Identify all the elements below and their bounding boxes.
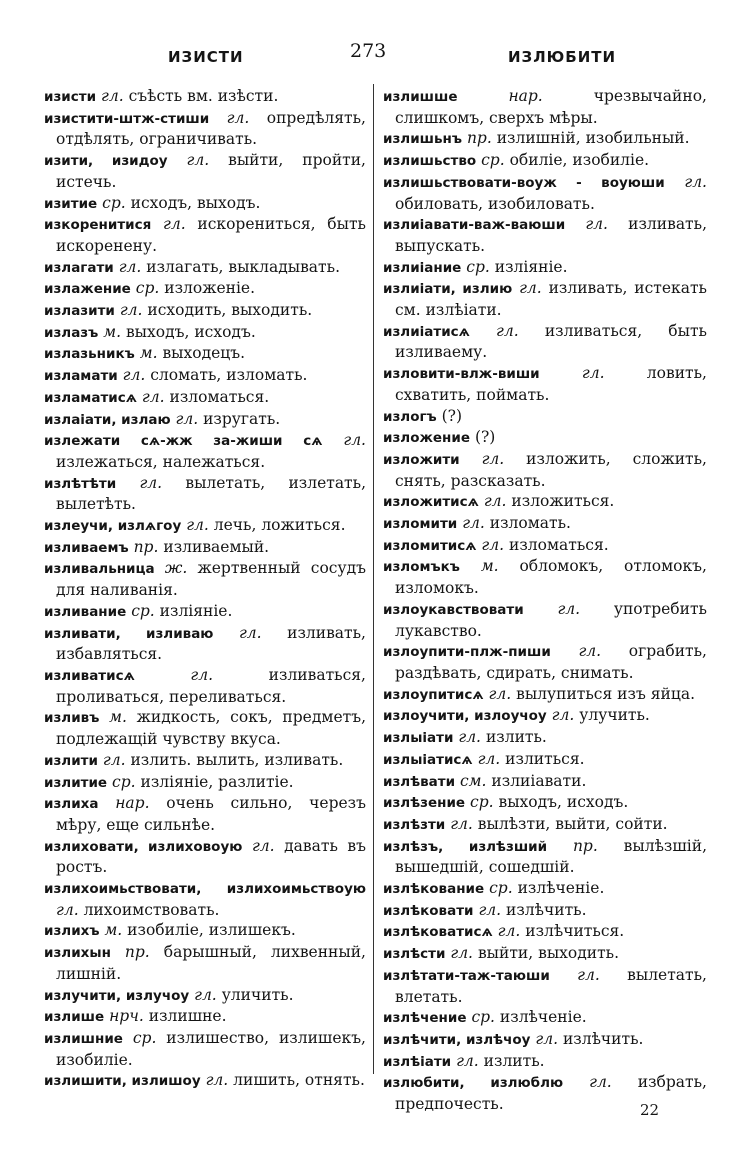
entry-headword: изливание [44,603,127,620]
dictionary-entry [383,705,707,727]
entry-grammar-label: гл. [578,642,602,661]
entry-definition: выходъ, исходъ. [498,793,629,812]
entry-definition: изругать. [203,409,281,428]
entry-definition: улучить. [579,706,650,725]
entry-definition: обиловать, изобиловать. [395,194,595,213]
entry-definition: излить. [485,728,547,747]
dictionary-entry [44,86,366,108]
entry-definition: выходъ, исходъ. [125,322,256,341]
entry-grammar-label: гл. [577,965,600,984]
entry-headword: излишити, излишоу [44,1073,201,1090]
entry-definition: излиiавати. [491,771,587,790]
entry-definition: жидкость, сокъ, предметъ, подлежащій чувству вкуса. [56,708,366,749]
dictionary-entry [44,257,366,279]
entry-definition: исходить, выходить. [147,301,313,320]
entry-headword: излишние [44,1030,123,1047]
entry-headword: изловити-влж-виши [383,366,540,383]
entry-definition: излѣченіе. [517,879,605,898]
entry-headword: излагати [44,259,114,276]
entry-headword: изложитисѧ [383,494,479,511]
entry-headword: излиха [44,796,99,813]
dictionary-entry [383,771,707,793]
entry-grammar-label: гл. [186,516,209,535]
entry-definition: излѣчить. [506,900,587,919]
entry-definition: очень сильно, черезъ мѣру, еще сильнѣе. [56,794,366,834]
entry-headword: излазити [44,303,115,320]
entry-headword: изливальница [44,561,155,578]
entry-definition: изложиться. [511,492,615,511]
dictionary-entry [383,535,707,557]
entry-grammar-label: гл. [496,321,519,340]
entry-headword: излажение [44,281,131,298]
entry-headword: излишше [383,89,458,105]
entry-headword: излѣчение [383,1010,467,1027]
entry-grammar-label: гл. [551,706,575,725]
dictionary-entry [44,1070,366,1092]
entry-headword: изливаемъ [44,539,129,556]
entry-headword: излѣiати [383,1053,452,1070]
dictionary-entry [383,257,707,279]
entry-grammar-label: см. [460,771,487,790]
entry-grammar-label: нар. [115,794,150,813]
entry-grammar-label: гл. [684,172,707,191]
entry-grammar-label: гл. [450,814,473,833]
dictionary-entry [383,363,707,405]
entry-grammar-label: гл. [56,900,79,919]
dictionary-entry [383,792,707,814]
entry-definition: барышный, лихвенный, лишній. [56,943,366,983]
dictionary-entry [44,300,366,322]
entry-grammar-label: ср. [131,601,155,620]
entry-definition: уличить. [221,985,294,1004]
entry-definition: изложить, сложить, снять, разсказать. [395,449,707,490]
entry-headword: излучити, излучоу [44,987,190,1004]
entry-definition: выходецъ. [162,344,246,363]
entry-grammar-label: гл. [141,387,165,406]
dictionary-entry [383,1007,707,1029]
entry-grammar-label: ср. [135,279,160,298]
dictionary-entry [44,343,366,365]
entry-definition: изливать, выпускать. [395,215,707,255]
entry-grammar-label: гл. [456,1051,479,1070]
entry-headword: излоупитисѧ [383,686,484,703]
dictionary-entry [44,985,366,1007]
entry-grammar-label: м. [109,708,127,727]
entry-headword: изливати, изливаю [44,625,214,642]
entry-definition: вылѣзти, выйти, сойти. [477,814,668,833]
dictionary-entry [383,556,707,598]
entry-definition: излежаться, належаться. [56,452,266,471]
entry-headword: изкоренитися [44,217,152,234]
dictionary-entry [383,921,707,943]
entry-headword: излаiати, излаю [44,411,171,428]
entry-headword: излиiавати-важ-ваюши [383,217,566,234]
entry-headword: излѣзти [383,816,446,833]
entry-grammar-label: ср. [481,151,505,170]
entry-grammar-label: гл. [488,684,512,703]
entry-headword: излѣковатисѧ [383,924,493,941]
dictionary-entry [44,193,366,215]
dictionary-entry [383,86,707,128]
dictionary-entry [383,965,707,1007]
entry-grammar-label: гл. [118,257,142,276]
entry-grammar-label: гл. [535,1029,559,1048]
entry-grammar-label: гл. [205,1071,229,1090]
entry-grammar-label: гл. [139,473,163,492]
entry-definition: изліяніе. [159,601,233,620]
dictionary-entry [383,214,707,256]
entry-definition: изліяніе. [494,257,568,276]
dictionary-entry [383,878,707,900]
entry-definition: обломокъ, отломокъ, изломокъ. [395,557,707,598]
entry-definition: жертвенный сосудъ для наливанія. [56,559,366,600]
entry-grammar-label: гл. [450,944,473,963]
dictionary-entry [44,214,366,256]
entry-definition: изломать. [489,514,571,533]
entry-grammar-label: гл. [477,749,501,768]
entry-headword: излитие [44,774,108,791]
entry-definition: вылетать, излетать, вылетѣть. [56,473,366,514]
entry-grammar-label: пр. [572,836,598,855]
dictionary-entry [383,684,707,706]
entry-headword: излоучити, излоучоу [383,708,547,725]
entry-grammar-label: гл. [102,750,126,769]
entry-headword: излѣвати [383,773,456,790]
entry-headword: излихоимьствовати, излихоимьствоую [44,881,366,898]
dictionary-entry [383,749,707,771]
dictionary-entry [383,943,707,965]
entry-definition: излить. вылить, изливать. [130,750,344,769]
entry-definition: употребить лукавство. [395,599,707,640]
entry-headword: излише [44,1009,105,1026]
entry-definition: излишне. [148,1007,227,1026]
dictionary-entry [383,1051,707,1073]
entry-grammar-label: гл. [581,364,605,383]
dictionary-entry [44,1028,366,1070]
entry-grammar-label: ср. [112,772,136,791]
entry-headword: излоупити-плж-пиши [383,644,551,661]
entry-grammar-label: гл. [175,409,199,428]
dictionary-entry [383,491,707,513]
entry-headword: изисти [44,89,97,105]
right-column [383,86,707,1115]
dictionary-entry [44,387,366,409]
entry-headword: излыiати [383,730,454,747]
entry-headword: изламатисѧ [44,389,137,406]
dictionary-entry [383,1029,707,1051]
entry-grammar-label: гл. [343,431,366,450]
entry-headword: излазьникъ [44,346,135,363]
page-number: 273 [350,40,387,62]
dictionary-entry [44,707,366,749]
entry-grammar-label: гл. [462,514,485,533]
entry-headword: излиiание [383,259,462,276]
dictionary-entry [44,601,366,623]
entry-definition: излѣчить. [562,1029,644,1048]
entry-headword: излюбити, излюблю [383,1075,564,1092]
entry-grammar-label: гл. [122,366,146,385]
dictionary-entry [44,515,366,537]
entry-headword: изливатисѧ [44,667,135,684]
entry-grammar-label: пр. [124,943,150,962]
entry-definition: изломаться. [509,535,609,554]
entry-headword: изложити [383,451,460,468]
entry-definition: изливаемый. [163,537,270,556]
entry-definition: изложеніе. [164,279,256,298]
dictionary-entry [44,108,366,150]
entry-definition: давать въ ростъ. [56,836,367,877]
dictionary-entry [44,665,366,707]
entry-grammar-label: гл. [483,492,507,511]
entry-grammar-label: гл. [589,1073,612,1092]
entry-definition: вылѣзшій, вышедшій, сошедшій. [395,836,707,877]
entry-headword: излиiатисѧ [383,323,470,340]
entry-definition: изливаться, проливаться, переливаться. [56,665,366,706]
entry-definition: изломаться. [169,387,270,406]
entry-grammar-label: гл. [458,728,481,747]
entry-headword: излишьнъ [383,131,462,148]
entry-grammar-label: гл. [101,87,124,105]
entry-grammar-label: м. [480,557,499,576]
dictionary-entry [44,365,366,387]
entry-headword: излиховати, излиховоую [44,838,243,855]
entry-grammar-label: гл. [481,535,505,554]
entry-headword: излѣчити, излѣчоу [383,1031,531,1048]
dictionary-entry [383,900,707,922]
entry-grammar-label: нар. [508,87,543,105]
entry-grammar-label: м. [103,322,122,341]
entry-definition: сломать, изломать. [150,366,308,385]
dictionary-entry [44,430,366,472]
dictionary-entry [383,599,707,641]
entry-headword: излишьствовати-воуж - воуюши [383,174,665,191]
entry-grammar-label: ср. [102,193,126,212]
entry-definition: выйти, выходить. [477,944,620,963]
entry-headword: излишьство [383,153,477,170]
entry-definition: (?) [441,406,463,425]
entry-grammar-label: м. [139,344,158,363]
dictionary-entry [383,513,707,535]
dictionary-entry [44,920,366,942]
signature-number: 22 [640,1101,660,1119]
entry-headword: излѣтати-таж-таюши [383,967,550,984]
dictionary-entry [383,150,707,172]
dictionary-entry [44,942,366,984]
entry-headword: изломитисѧ [383,537,477,554]
entry-headword: излазъ [44,324,99,341]
running-head-left: ИЗИСТИ [168,48,244,66]
entry-grammar-label: гл. [119,301,143,320]
entry-headword: излихъ [44,923,100,940]
entry-headword: излогъ [383,408,437,425]
entry-grammar-label: нрч. [109,1007,144,1026]
entry-definition: лечь, ложиться. [213,516,346,535]
entry-definition: искорениться, быть искоренену. [56,215,366,255]
entry-grammar-label: пр. [466,129,492,148]
dictionary-entry [383,814,707,836]
dictionary-entry [383,278,707,320]
dictionary-entry [383,449,707,491]
entry-headword: излихын [44,945,111,962]
entry-definition: ограбить, раздѣвать, сдирать, снимать. [395,642,707,682]
left-column [44,86,366,1092]
dictionary-entry [44,750,366,772]
entry-definition: изливаться, быть изливаему. [395,321,707,362]
entry-definition: ловить, схватить, поймать. [395,364,707,404]
entry-headword: излѣковати [383,902,474,919]
entry-headword: изломъкъ [383,559,460,576]
entry-grammar-label: гл. [519,279,542,298]
entry-grammar-label: гл. [497,922,521,941]
entry-grammar-label: гл. [238,623,262,642]
entry-definition: исходъ, выходъ. [130,193,261,212]
entry-headword: излѣтѣти [44,475,117,492]
entry-headword: изитие [44,195,98,212]
entry-grammar-label: ср. [132,1028,157,1047]
running-head-right: ИЗЛЮБИТИ [508,48,617,66]
entry-definition: излишество, излишекъ, изобиліе. [56,1028,366,1069]
dictionary-entry [44,1006,366,1028]
entry-headword: излиiати, излию [383,281,513,298]
entry-definition: вылетать, влетать. [395,965,707,1006]
entry-definition: лихоимствовать. [83,900,220,919]
dictionary-entry [44,409,366,431]
entry-grammar-label: ср. [470,793,494,812]
entry-grammar-label: гл. [163,215,186,234]
entry-definition: излить. [483,1051,545,1070]
entry-grammar-label: ж. [164,559,188,578]
entry-definition: изливать, избавляться. [56,623,366,664]
entry-grammar-label: гл. [557,599,581,618]
dictionary-entry [44,878,366,920]
entry-headword: излоукавствовати [383,601,524,618]
entry-headword: излѣзение [383,795,466,812]
entry-grammar-label: м. [104,921,123,940]
entry-grammar-label: гл. [226,108,250,127]
entry-grammar-label: гл. [194,985,217,1004]
entry-definition: изліяніе, разлитіе. [140,772,294,791]
entry-grammar-label: гл. [478,900,502,919]
dictionary-entry [44,278,366,300]
entry-headword: излити [44,752,98,769]
entry-definition: опредѣлять, отдѣлять, ограничивать. [56,108,366,149]
dictionary-entry [44,623,366,665]
entry-definition: излѣчиться. [525,922,625,941]
entry-definition: выйти, пройти, истечь. [56,151,366,191]
entry-grammar-label: ср. [466,257,490,276]
dictionary-entry [383,128,707,150]
entry-grammar-label: гл. [251,836,275,855]
entry-headword: излыiатисѧ [383,751,473,768]
entry-definition: лишить, отнять. [233,1071,365,1090]
entry-definition: излишній, изобильный. [496,129,690,148]
entry-headword: изливъ [44,710,100,727]
dictionary-entry [383,406,707,428]
entry-headword: излежати сѧ-жж за-жиши сѧ [44,433,323,450]
dictionary-entry [383,641,707,683]
entry-headword: излѣзъ, излѣзший [383,838,548,855]
entry-definition: излагать, выкладывать. [146,257,340,276]
entry-definition: избрать, предпочесть. [395,1073,707,1114]
entry-definition: чрезвычайно, слишкомъ, сверхъ мѣры. [395,87,707,127]
dictionary-entry [44,322,366,344]
page-header [0,40,740,74]
dictionary-entry [44,150,366,192]
entry-grammar-label: гл. [585,215,608,234]
entry-definition: обиліе, изобиліе. [509,151,650,170]
entry-headword: изламати [44,368,118,385]
entry-headword: изити, изидоу [44,153,168,170]
entry-definition: излиться. [505,749,585,768]
dictionary-entry [383,321,707,363]
dictionary-entry [383,172,707,214]
dictionary-entry [44,558,366,600]
dictionary-entry [383,727,707,749]
entry-headword: излѣкование [383,881,485,898]
dictionary-entry [44,473,366,515]
entry-headword: изложение [383,430,470,447]
entry-definition: съѣсть вм. изѣсти. [128,87,279,105]
entry-headword: излеучи, излѧгоу [44,518,182,535]
entry-grammar-label: ср. [471,1008,495,1027]
entry-definition: изобиліе, излишекъ. [127,921,296,940]
dictionary-entry [383,427,707,449]
entry-headword: изломити [383,516,458,533]
entry-definition: (?) [474,428,496,447]
dictionary-entry [44,772,366,794]
entry-grammar-label: пр. [133,537,159,556]
entry-grammar-label: гл. [186,151,210,170]
column-divider [373,84,374,1074]
entry-headword: излѣсти [383,946,446,963]
entry-grammar-label: ср. [489,879,513,898]
entry-definition: изливать, истекать см. излѣiати. [395,279,707,320]
entry-definition: вылупиться изъ яйца. [516,684,696,703]
entry-grammar-label: гл. [190,665,214,684]
dictionary-entry [44,836,366,878]
entry-definition: излѣченіе. [499,1008,587,1027]
entry-grammar-label: гл. [481,449,505,468]
entry-headword: изистити-штж-стиши [44,110,210,127]
dictionary-entry [44,793,366,835]
dictionary-entry [44,537,366,559]
dictionary-entry [383,836,707,878]
